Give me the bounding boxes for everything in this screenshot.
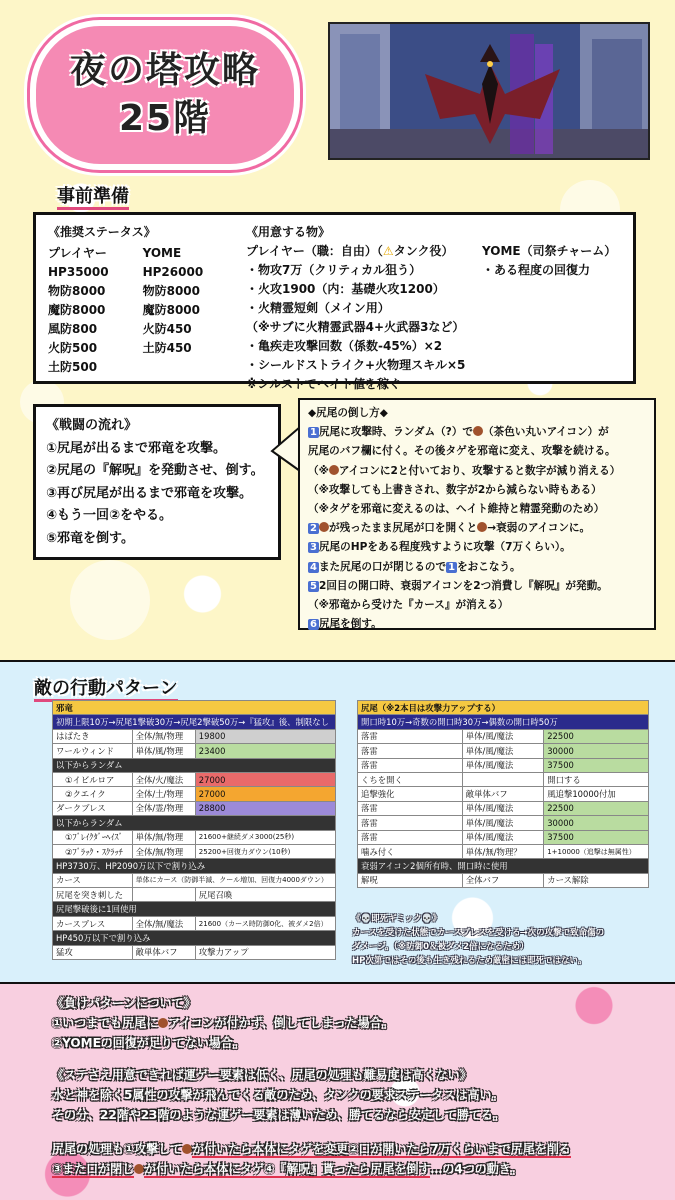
table-section-row xyxy=(53,931,336,945)
table-row xyxy=(358,873,649,887)
stat: HP26000 xyxy=(142,265,204,279)
table-cell: ①イビルロア xyxy=(53,772,133,786)
table-cell: 全体/無/魔法 xyxy=(132,916,195,930)
brown-circle-icon xyxy=(134,1164,144,1174)
flow-step: ⑤邪竜を倒す。 xyxy=(46,530,134,546)
stats-heading: 《推奨ステータス》 xyxy=(48,225,156,239)
table-cell: 尻尾召喚 xyxy=(195,888,335,902)
table-subtitle-cell: 開口時10万→奇数の開口時30万→偶数の開口時50万 xyxy=(358,715,649,729)
notes-section xyxy=(0,984,675,1200)
prep-box xyxy=(33,212,636,391)
yome-items xyxy=(482,242,616,280)
table-cell: ダークブレス xyxy=(53,801,133,815)
table-cell: ②クエイク xyxy=(53,787,133,801)
table-cell: 落雷 xyxy=(358,729,463,743)
warning-icon: ⚠ xyxy=(382,244,394,258)
table-cell: 30000 xyxy=(544,816,649,830)
flow-step: ③再び尻尾が出るまで邪竜を攻撃。 xyxy=(46,485,253,501)
flow-step: ②尻尾の『解呪』を発動させ、倒す。 xyxy=(46,463,264,478)
table-subtitle-cell: 初期上限10万→尻尾1撃破30万→尻尾2撃破50万→『猛攻』後、制限なし xyxy=(53,715,336,729)
table-section-row-cell: 以下からランダム xyxy=(53,816,336,830)
stat: 土防500 xyxy=(48,360,98,374)
lose-case-1: ①いつまでも尻尾に アイコンが付かず、倒してしまった場合。 xyxy=(52,1016,394,1030)
table-cell: 単体/風/魔法 xyxy=(462,758,543,772)
table-cell: 風追撃10000付加 xyxy=(544,787,649,801)
table-row xyxy=(358,758,649,772)
table-cell: 単体/風/魔法 xyxy=(462,830,543,844)
table-section-row xyxy=(53,816,336,830)
stat: 魔防8000 xyxy=(48,303,106,317)
table-cell: 単体/風/魔法 xyxy=(462,801,543,815)
table-row xyxy=(53,744,336,758)
brown-circle-icon xyxy=(182,1144,192,1154)
table-cell: 敵単体バフ xyxy=(462,787,543,801)
flow-heading: 《戦闘の流れ》 xyxy=(46,418,138,433)
stat: HP35000 xyxy=(48,265,109,279)
table-cell: 単体/風/魔法 xyxy=(462,816,543,830)
floor-title: 25階 xyxy=(118,98,212,139)
recommended-stats xyxy=(48,223,203,377)
tail-step: 尻尾のバフ欄に付く。その後タゲを邪竜に変え、攻撃を続ける。 xyxy=(308,445,616,458)
table-row xyxy=(358,801,649,815)
table-cell: カースブレス xyxy=(53,916,133,930)
stat: 火防500 xyxy=(48,341,98,355)
table-cell: 22500 xyxy=(544,729,649,743)
table-cell: 単体/風/物理 xyxy=(132,744,195,758)
table-cell: 単体/無/物理？ xyxy=(462,844,543,858)
table-cell: 21600（カース時防御0化、被ダメ2倍） xyxy=(195,916,335,930)
table-cell: 開口する xyxy=(544,772,649,786)
table-cell: 追撃強化 xyxy=(358,787,463,801)
table-row xyxy=(358,787,649,801)
table-title xyxy=(53,701,336,715)
table-row xyxy=(53,873,336,887)
table-cell: 落雷 xyxy=(358,830,463,844)
item: ・ある程度の回復力 xyxy=(482,263,591,277)
table-cell: はばたき xyxy=(53,729,133,743)
table-section-row-cell: HP3730万、HP2090万以下で割り込み xyxy=(53,859,336,873)
yome-label: YOME xyxy=(142,246,182,260)
table-row xyxy=(358,744,649,758)
gimmick-line: HP次第ではその後も生き残れるため厳密には即死ではない。 xyxy=(352,956,587,966)
table-cell: カース xyxy=(53,873,133,887)
table-cell: 27000 xyxy=(195,787,335,801)
table-row xyxy=(358,772,649,786)
tail-step: 3 尻尾のHPをある程度残すように攻撃（7万くらい）。 xyxy=(310,541,571,554)
flow-step: ④もう一回②をやる。 xyxy=(46,508,173,523)
item: ・火精霊短剣（メイン用） xyxy=(246,301,390,315)
table-cell: 28800 xyxy=(195,801,335,815)
stat: 風防800 xyxy=(48,322,98,336)
table-row xyxy=(53,844,336,858)
table-cell: 23400 xyxy=(195,744,335,758)
table-cell: 全体/土/物理 xyxy=(132,787,195,801)
table-row xyxy=(53,772,336,786)
table-cell: 19800 xyxy=(195,729,335,743)
stat: 火防450 xyxy=(142,322,192,336)
luck-line: その分、22階や23階のような運ゲー要素は薄いため、勝てるなら安定して勝てる。 xyxy=(52,1108,505,1122)
table-section-row xyxy=(358,859,649,873)
stat: 土防450 xyxy=(142,341,192,355)
tail-action-table xyxy=(357,700,649,888)
flow-step: ①尻尾が出るまで邪竜を攻撃。 xyxy=(46,440,227,456)
table-cell: 単体/風/魔法 xyxy=(462,729,543,743)
table-cell: 全体/無/物理 xyxy=(132,844,195,858)
dragon-image xyxy=(330,24,650,160)
table-cell xyxy=(462,772,543,786)
table-section-row xyxy=(53,902,336,916)
table-cell: 25200+回復力ダウン(10秒) xyxy=(195,844,335,858)
yome-stats xyxy=(143,244,204,377)
stat: 物防8000 xyxy=(142,284,200,298)
table-cell: 全体/火/魔法 xyxy=(132,772,195,786)
table-cell: 30000 xyxy=(544,744,649,758)
process-line-2: ③また口が閉じ が付いたら本体にタゲ④『解呪』貰ったら尻尾を倒す…の4つの動き。 xyxy=(52,1162,523,1176)
gimmick-heading: 《💀即死ギミック💀》 xyxy=(352,914,441,924)
table-cell: 尻尾を突き刺した xyxy=(53,888,133,902)
dragon-screenshot xyxy=(328,22,650,160)
tail-step: （※タゲを邪竜に変えるのは、ヘイト維持と精霊発動のため） xyxy=(308,503,605,516)
table-cell: 21600+継続ダメ3000(25秒) xyxy=(195,830,335,844)
tail-step: 4 また尻尾の口が閉じるので 1 をおこなう。 xyxy=(310,560,521,573)
player-label: プレイヤー xyxy=(48,246,107,260)
table-cell: 全体/無/物理 xyxy=(132,729,195,743)
table-cell xyxy=(132,888,195,902)
table-cell: 噛み付く xyxy=(358,844,463,858)
brown-circle-icon xyxy=(319,522,329,532)
table-row xyxy=(53,888,336,902)
table-row xyxy=(53,830,336,844)
table-title xyxy=(358,701,649,715)
stat: 魔防8000 xyxy=(142,303,200,317)
brown-circle-icon xyxy=(473,426,483,436)
table-cell: 37500 xyxy=(544,830,649,844)
table-row xyxy=(358,844,649,858)
process-line-1: 尻尾の処理も①攻撃して が付いたら本体にタゲを変更②口が開いたら7万くらいまで尻尾を削る xyxy=(52,1142,571,1156)
tail-step: （※ アイコンに2と付いており、攻撃すると数字が減り消える） xyxy=(308,464,621,477)
page-title: 夜の塔攻略 xyxy=(69,50,260,91)
table-title-cell: 邪竜 xyxy=(53,701,336,715)
lose-case-2: ②YOMEの回復が足りてない場合。 xyxy=(52,1036,245,1050)
tail-heading: ◆尻尾の倒し方◆ xyxy=(308,407,388,419)
table-section-row-cell: HP450万以下で割り込み xyxy=(53,931,336,945)
tail-procedure-box xyxy=(298,398,656,630)
dragon-action-table xyxy=(52,700,336,960)
brown-circle-icon xyxy=(477,522,487,532)
player-role-line: プレイヤー（職：自由）（⚠タンク役） xyxy=(246,244,454,258)
item: （※サブに火精霊武器4+火武器3など） xyxy=(246,320,465,334)
table-section-row-cell: 以下からランダム xyxy=(53,758,336,772)
tail-step: （※邪竜から受けた『カース』が消える） xyxy=(308,599,509,612)
table-section-row xyxy=(53,758,336,772)
table-cell: ワールウィンド xyxy=(53,744,133,758)
tail-step: （※攻撃しても上書きされ、数字が2から減らない時もある） xyxy=(308,483,602,496)
table-row xyxy=(358,729,649,743)
table-cell: 単体にカース（防御半減、クール増加、回復力4000ダウン） xyxy=(132,873,335,887)
item: ・亀疾走攻撃回数（係数-45%）×2 xyxy=(246,339,443,353)
yome-line: YOME（司祭チャーム） xyxy=(482,244,617,258)
table-row xyxy=(53,787,336,801)
table-cell: 全体バフ xyxy=(462,873,543,887)
table-cell: 落雷 xyxy=(358,758,463,772)
table-cell: 猛攻 xyxy=(53,945,133,959)
table-cell: 22500 xyxy=(544,801,649,815)
table-cell: 落雷 xyxy=(358,816,463,830)
table-subtitle xyxy=(358,715,649,729)
table-cell: 27000 xyxy=(195,772,335,786)
table-cell: くちを開く xyxy=(358,772,463,786)
tail-step: 2 が残ったまま尻尾が口を開くと →衰弱のアイコンに。 xyxy=(310,522,591,535)
item: ・シールドストライク+火物理スキル×5 xyxy=(246,358,466,372)
luck-heading: 《ステさえ用意できれば運ゲー要素は低く、尻尾の処理も難易度は高くない》 xyxy=(52,1068,472,1082)
table-section-row xyxy=(53,859,336,873)
gimmick-line: ダメージ。（※防御0＆被ダメ2倍になるため） xyxy=(352,942,529,952)
gimmick-line: カースを受けた状態でカースブレスを受ける→次の攻撃で致命傷の xyxy=(352,928,605,938)
table-cell: カース解除 xyxy=(544,873,649,887)
table-cell: 37500 xyxy=(544,758,649,772)
brown-circle-icon xyxy=(329,465,339,475)
table-cell: 1+10000（追撃は無属性） xyxy=(544,844,649,858)
table-row xyxy=(53,729,336,743)
tail-step: 6 尻尾を倒す。 xyxy=(310,618,382,631)
table-cell: 落雷 xyxy=(358,801,463,815)
prep-header: 事前準備 xyxy=(57,182,129,208)
table-cell: 解呪 xyxy=(358,873,463,887)
stat: 物防8000 xyxy=(48,284,106,298)
luck-line: 水と神を除く5属性の攻撃が飛んでくる敵のため、タンクの要求ステータスは高い。 xyxy=(52,1088,504,1102)
table-subtitle xyxy=(53,715,336,729)
item: ・火攻1900（内：基礎火攻1200） xyxy=(246,282,445,296)
title-badge xyxy=(30,20,300,170)
player-stats xyxy=(48,244,109,377)
brown-circle-icon xyxy=(158,1018,168,1028)
item: ・物攻7万（クリティカル狙う） xyxy=(246,263,422,277)
table-section-row-cell: 尻尾撃破後に1回使用 xyxy=(53,902,336,916)
table-row xyxy=(53,801,336,815)
table-title-cell: 尻尾（※2本目は攻撃力アップする） xyxy=(358,701,649,715)
table-cell: 落雷 xyxy=(358,744,463,758)
tail-step: 5 2回目の開口時、衰弱アイコンを2つ消費し『解呪』が発動。 xyxy=(310,579,608,592)
flower-decoration xyxy=(70,560,150,640)
lose-heading: 《負けパターンについて》 xyxy=(52,996,196,1010)
enemy-header: 敵の行動パターン xyxy=(34,674,178,700)
item: ※シルストでヘイト値を稼ぐ xyxy=(246,377,402,391)
instant-death-gimmick xyxy=(352,912,652,968)
table-section-row-cell: 衰弱アイコン2個所有時、開口時に使用 xyxy=(358,859,649,873)
table-cell: 単体/無/物理 xyxy=(132,830,195,844)
required-items xyxy=(246,223,465,394)
table-row xyxy=(358,830,649,844)
battle-flow-box xyxy=(33,404,281,560)
table-cell: 全体/霊/物理 xyxy=(132,801,195,815)
table-cell: 攻撃力アップ xyxy=(195,945,335,959)
table-cell: ②ﾌﾞﾗｯｸ・ｽｸﾗｯﾁ xyxy=(53,844,133,858)
table-row xyxy=(358,816,649,830)
items-heading: 《用意する物》 xyxy=(246,225,331,239)
table-cell: ①ﾌﾞﾚｲｸﾀﾞｰﾍｲｽﾞ xyxy=(53,830,133,844)
tail-step: 1 尻尾に攻撃時、ランダム（?）で （茶色い丸いアイコン）が xyxy=(310,426,609,439)
table-cell: 単体/風/魔法 xyxy=(462,744,543,758)
table-row xyxy=(53,945,336,959)
table-row xyxy=(53,916,336,930)
table-cell: 敵単体バフ xyxy=(132,945,195,959)
